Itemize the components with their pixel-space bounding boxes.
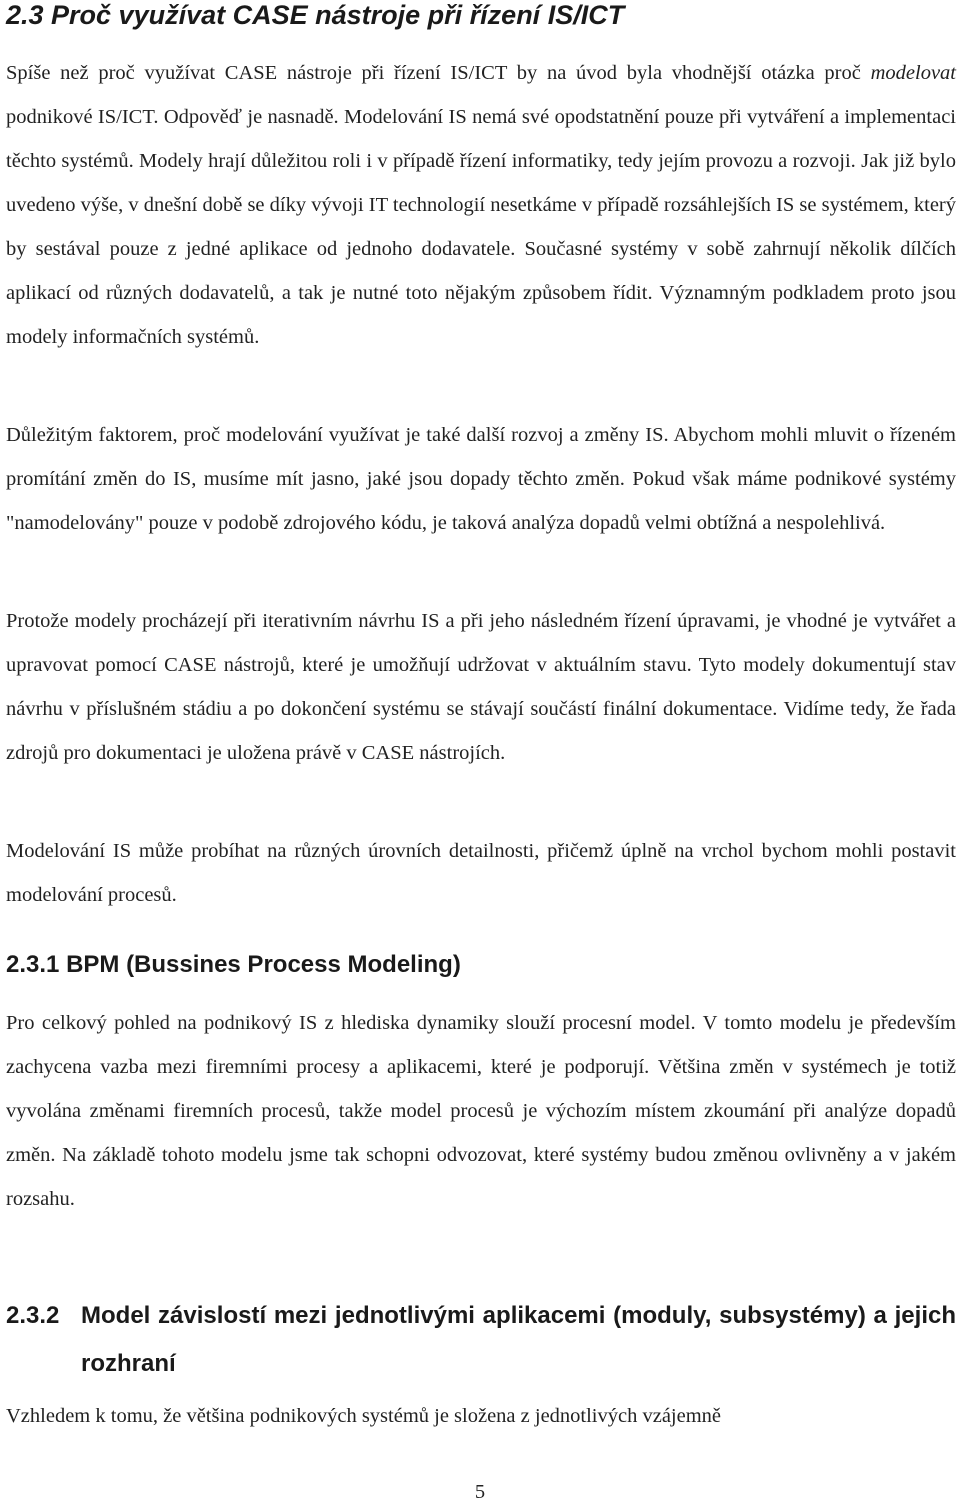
- subsection-heading: [6, 1292, 956, 1388]
- paragraph: Protože modely procházejí při iterativním návrhu IS a při jeho následném řízení úpravami, je vhodné je vytvářet a upravovat pomocí CASE nástrojů, které je umožňují udržovat v aktuálním stavu. Tyto modely dokumentují stav návrhu v příslušném stádiu a po dokončení systému se stávají součástí finální dokumentace. Vidíme tedy, že řada zdrojů pro dokumentaci je uložena právě v CASE nástrojích.: [6, 610, 956, 764]
- subsection-title: BPM (Bussines Process Modeling): [66, 951, 461, 978]
- section-heading: 2.3 Proč využívat CASE nástroje při řízení IS/ICT: [6, 0, 625, 30]
- paragraph-text: Spíše než proč využívat CASE nástroje při řízení IS/ICT by na úvod byla vhodnější otázka proč: [6, 62, 871, 84]
- subsection-number: 2.3.1: [6, 951, 60, 978]
- subsection-heading: [6, 950, 461, 980]
- subsection-title: Model závislostí mezi jednotlivými aplikacemi (moduly, subsystémy) a jejich rozhraní: [81, 1302, 956, 1377]
- paragraph: [6, 51, 956, 359]
- paragraph-text: podnikové IS/ICT. Odpověď je nasnadě. Modelování IS nemá své opodstatnění pouze při vytváření a implementaci těchto systémů. Modely hrají důležitou roli i v případě řízení informatiky, tedy jejím provozu a rozvoji. Jak již bylo uvedeno výše, v dnešní době se díky vývoji IT technologií nesetkáme v případě rozsáhlejších IS se systémem, který by sestával pouze z jedné aplikace od jednoho dodavatele. Současné systémy v sobě zahrnují několik dílčích aplikací od různých dodavatelů, a tak je nutné toto nějakým způsobem řídit. Významným podkladem proto jsou modely informačních systémů.: [6, 106, 956, 348]
- subsection-number: 2.3.2: [6, 1302, 60, 1329]
- paragraph: Důležitým faktorem, proč modelování využívat je také další rozvoj a změny IS. Abychom mohli mluvit o řízeném promítání změn do IS, musíme mít jasno, jaké jsou dopady těchto změn. Pokud však máme podnikové systémy "namodelovány" pouze v podobě zdrojového kódu, je taková analýza dopadů velmi obtížná a nespolehlivá.: [6, 424, 956, 534]
- paragraph: Pro celkový pohled na podnikový IS z hlediska dynamiky slouží procesní model. V tomto modelu je především zachycena vazba mezi firemními procesy a aplikacemi, které je podporují. Většina změn v systémech je totiž vyvolána změnami firemních procesů, takže model procesů je výchozím místem zkoumání při analýze dopadů změn. Na základě tohoto modelu jsme tak schopni odvozovat, které systémy budou změnou ovlivněny a v jakém rozsahu.: [6, 1012, 956, 1210]
- emphasized-word: modelovat: [870, 62, 956, 84]
- paragraph: Modelování IS může probíhat na různých úrovních detailnosti, přičemž úplně na vrchol bychom mohli postavit modelování procesů.: [6, 840, 956, 906]
- paragraph: Vzhledem k tomu, že většina podnikových systémů je složena z jednotlivých vzájemně: [6, 1405, 722, 1427]
- page-number: 5: [474, 1481, 486, 1503]
